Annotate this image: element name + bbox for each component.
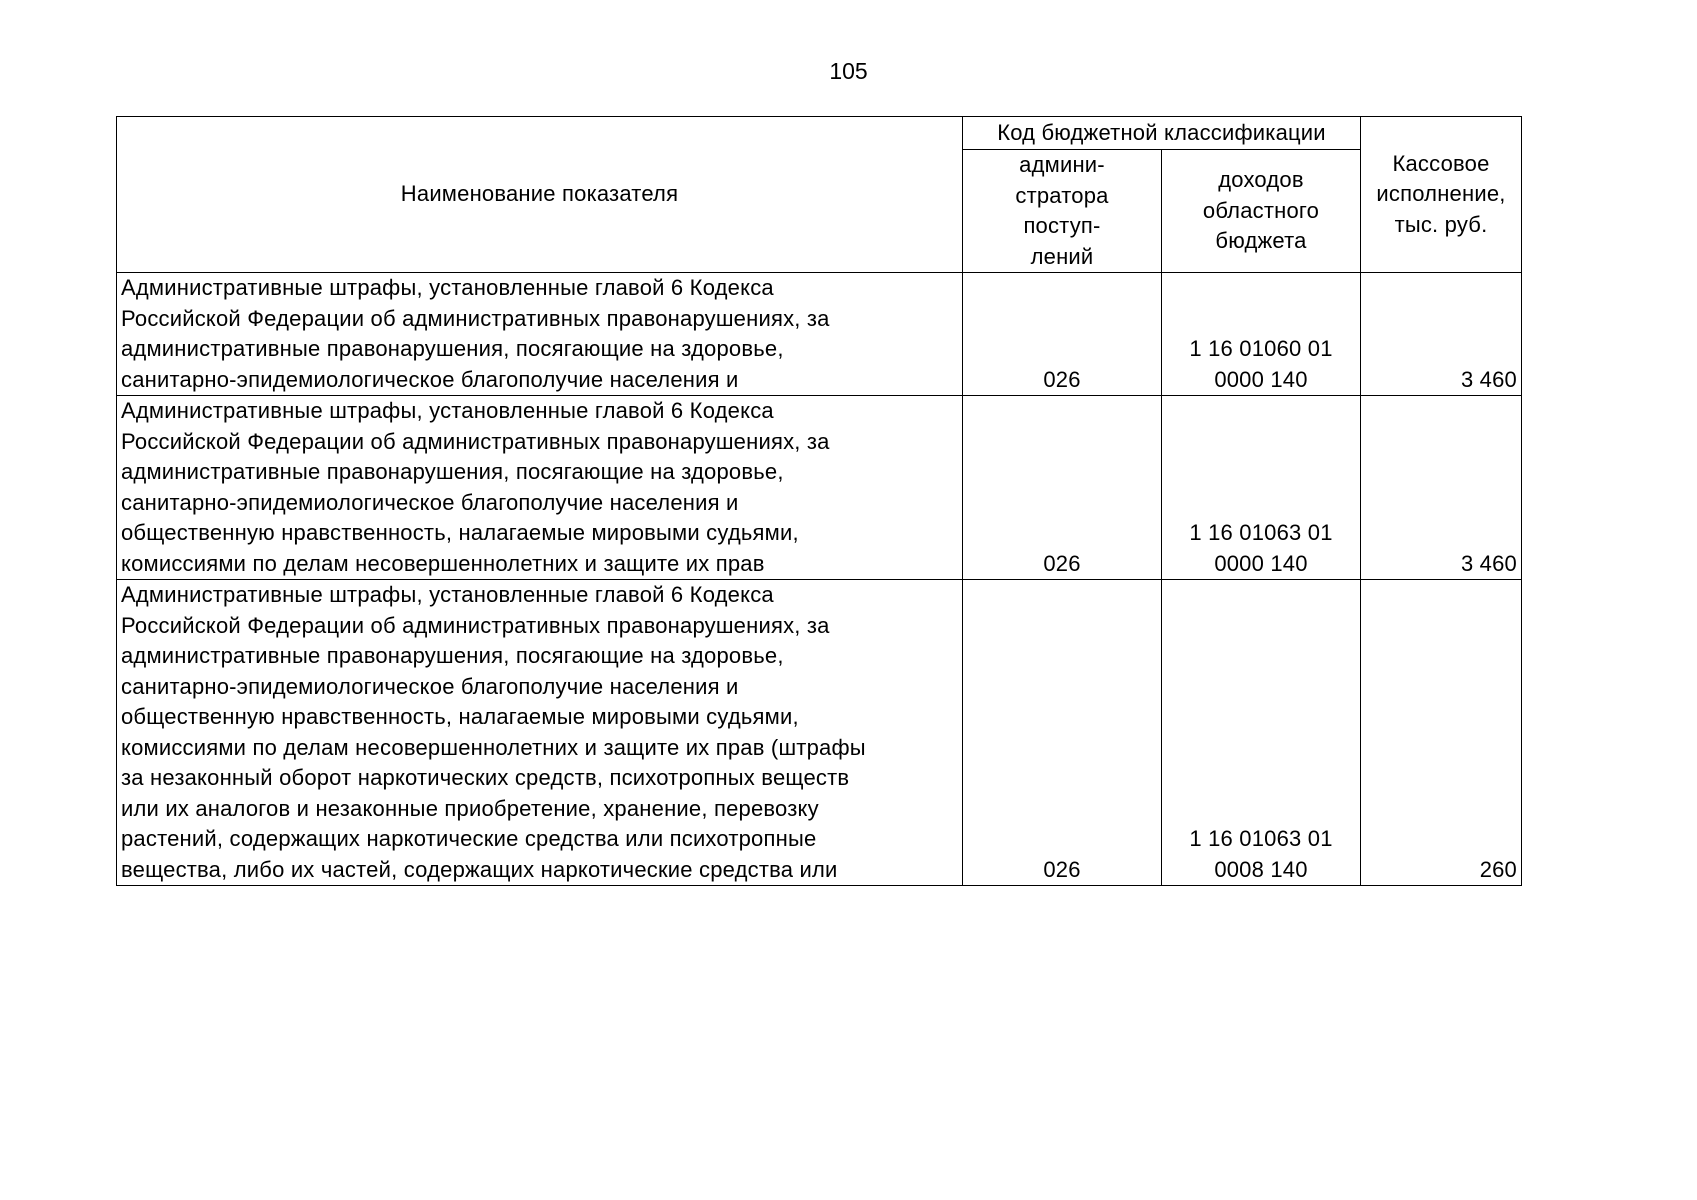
- header-code-group: Код бюджетной классификации: [963, 117, 1361, 150]
- table-row: [117, 396, 1522, 580]
- row-admin-code: 026: [963, 273, 1162, 396]
- row-name: Административные штрафы, установленные главой 6 Кодекса Российской Федерации об административных правонарушениях, за административные правонарушения, посягающие на здоровье, санитарно-эпидемиологическое благополучие населения и: [117, 273, 963, 396]
- row-amount: 3 460: [1361, 396, 1522, 580]
- header-execution-label: Кассовое исполнение, тыс. руб.: [1376, 150, 1506, 237]
- row-admin-code: 026: [963, 396, 1162, 580]
- table-row: [117, 273, 1522, 396]
- row-income-code: 1 16 01063 01 0008 140: [1162, 580, 1361, 886]
- header-admin: [963, 150, 1162, 273]
- row-name: Административные штрафы, установленные главой 6 Кодекса Российской Федерации об административных правонарушениях, за административные правонарушения, посягающие на здоровье, санитарно-эпидемиологическое благополучие населения и общественную нравственность, налагаемые мировыми судьями, комиссиями по делам несовершеннолетних и защите их прав: [117, 396, 963, 580]
- row-income-code: 1 16 01060 01 0000 140: [1162, 273, 1361, 396]
- page-number: 105: [829, 58, 868, 84]
- row-admin-code: 026: [963, 580, 1162, 886]
- row-amount: 3 460: [1361, 273, 1522, 396]
- table-row: [117, 580, 1522, 886]
- header-execution: [1361, 117, 1522, 273]
- budget-table: [116, 116, 1522, 886]
- row-amount: 260: [1361, 580, 1522, 886]
- header-name: Наименование показателя: [117, 117, 963, 273]
- row-income-code: 1 16 01063 01 0000 140: [1162, 396, 1361, 580]
- header-income: [1162, 150, 1361, 273]
- row-name: Административные штрафы, установленные главой 6 Кодекса Российской Федерации об административных правонарушениях, за административные правонарушения, посягающие на здоровье, санитарно-эпидемиологическое благополучие населения и общественную нравственность, налагаемые мировыми судьями, комиссиями по делам несовершеннолетних и защите их прав (штрафы за незаконный оборот наркотических средств, психотропных веществ или их аналогов и незаконные приобретение, хранение, перевозку растений, содержащих наркотические средства или психотропные вещества, либо их частей, содержащих наркотические средства или: [117, 580, 963, 886]
- header-admin-label: админи- стратора поступ- лений: [1015, 152, 1109, 269]
- header-income-label: доходов областного бюджета: [1202, 167, 1320, 254]
